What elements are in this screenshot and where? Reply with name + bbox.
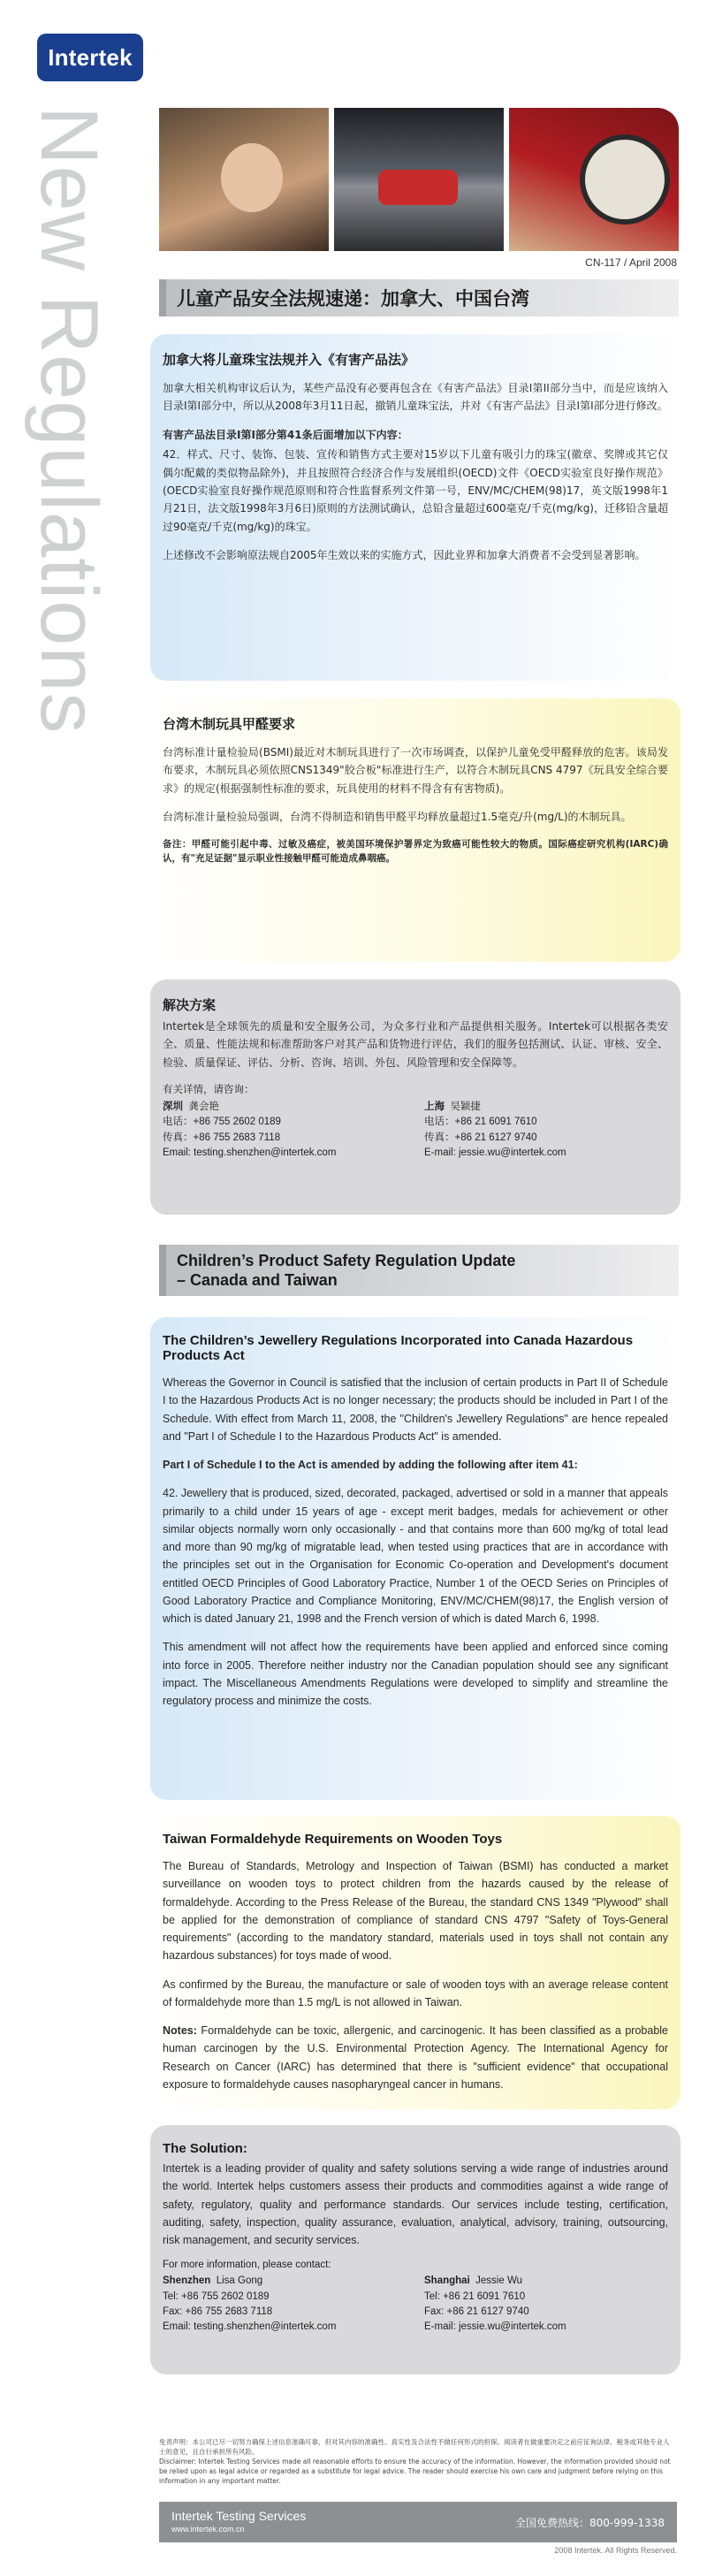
en-canada-amend-heading: Part I of Schedule I to the Act is amended by adding the following after item 41: bbox=[163, 1459, 578, 1471]
footer-brand bbox=[171, 2510, 306, 2534]
cn-solution-heading: 解决方案 bbox=[163, 997, 217, 1013]
en-contact-email[interactable]: Email: testing.shenzhen@intertek.com bbox=[163, 2321, 337, 2332]
en-title-line2: – Canada and Taiwan bbox=[177, 1271, 338, 1289]
cn-solution-p1: Intertek是全球领先的质量和安全服务公司，为众多行业和产品提供相关服务。Intertek可以根据各类安全、质量、性能法规和标准帮助客户对其产品和货物进行评估，我们的服务包括测试、认证、审核、安全、检验、质量保证、评估、分析、咨询、培训、外包、风险管理和安全保障等。 bbox=[163, 1020, 668, 1069]
cn-contact-fax: 传真：+86 21 6127 9740 bbox=[424, 1132, 537, 1143]
cn-taiwan-box bbox=[150, 698, 680, 962]
header-photo-strip bbox=[159, 108, 679, 251]
cn-contact-shenzhen bbox=[163, 1100, 407, 1161]
cn-contact-tel: 电话：+86 21 6091 7610 bbox=[424, 1117, 537, 1128]
en-taiwan-p2: As confirmed by the Bureau, the manufacture or sale of wooden toys with an average release content of formaldehyde more than 1.5 mg/L is not allowed in Taiwan. bbox=[163, 1978, 668, 2008]
intertek-logo: Intertek bbox=[37, 34, 143, 81]
vertical-title bbox=[24, 106, 117, 778]
en-contact-email[interactable]: E-mail: jessie.wu@intertek.com bbox=[424, 2321, 566, 2332]
en-contact-name: Lisa Gong bbox=[216, 2275, 263, 2287]
en-page-title bbox=[159, 1245, 679, 1296]
en-contact-city: Shenzhen bbox=[163, 2275, 211, 2287]
cn-taiwan-p1: 台湾标准计量检验局(BSMI)最近对木制玩具进行了一次市场调查，以保护儿童免受甲醛释放的危害。该局发布要求，木制玩具必须依照CNS1349"胶合板"标准进行生产，以符合木制玩具CNS 4797《玩具安全综合要求》的规定(根据强制性标准的要求，玩具使用的材料不得含有有害物质)。 bbox=[163, 746, 668, 795]
footer-bar bbox=[159, 2502, 677, 2542]
en-canada-p3: This amendment will not affect how the requirements have been applied and enforced since coming into force in 2005. Therefore neither industry nor the Canadian population should see any significant impact. The Miscellaneous Amendments Regulations were developed to simplify and streamline the regulatory process and minimize the costs. bbox=[163, 1641, 668, 1707]
cn-contacts bbox=[163, 1100, 668, 1161]
en-solution-heading: The Solution: bbox=[163, 2141, 247, 2156]
disclaimer bbox=[159, 2438, 672, 2486]
photo-toy-car bbox=[334, 108, 504, 251]
issue-number: CN-117 / April 2008 bbox=[585, 256, 677, 269]
cn-canada-p3: 上述修改不会影响原法规自2005年生效以来的实施方式，因此业界和加拿大消费者不会受到显著影响。 bbox=[163, 549, 646, 562]
en-contact-intro: For more information, please contact: bbox=[163, 2260, 331, 2271]
cn-contact-intro: 有关详情，请咨询： bbox=[163, 1085, 255, 1096]
en-taiwan-p1: The Bureau of Standards, Metrology and Inspection of Taiwan (BSMI) has conducted a market surveillance on wooden toys to protect children from the hazards caused by the release of formaldehyde. According to the Press Release of the Bureau, the standard CNS 1349 "Plywood" shall be applied for the demonstration of compliance of standard CNS 4797 "Safety of Toys-General requirements" (according to the mandatory standard, materials used in toys shall not contain any hazardous substances) for toys made of wood. bbox=[163, 1860, 668, 1962]
en-canada-p1: Whereas the Governor in Council is satisfied that the inclusion of certain products in Part II of Schedule I to the Hazardous Products Act is no longer necessary; the products should be included in Part I of the Schedule. With effect from March 11, 2008, the "Children's Jewellery Regulations" are hence repealed and "Part I of Schedule I to the Hazardous Products Act" is amended. bbox=[163, 1376, 668, 1443]
disclaimer-en: Disclaimer: Intertek Testing Services made all reasonable efforts to ensure the accuracy of the information. However, the information provided should not be relied upon as legal advice or regarded as a substitute for legal advice. The reader should exercise his own care and judgment before relying on this information in any important matter. bbox=[159, 2457, 671, 2485]
cn-canada-amend-heading: 有害产品法目录I第I部分第41条后面增加以下内容： bbox=[163, 428, 408, 441]
cn-contact-email[interactable]: Email: testing.shenzhen@intertek.com bbox=[163, 1147, 337, 1158]
en-contact-tel: Tel: +86 755 2602 0189 bbox=[163, 2290, 270, 2302]
en-contact-shenzhen bbox=[163, 2274, 407, 2335]
cn-contact-email[interactable]: E-mail: jessie.wu@intertek.com bbox=[424, 1147, 566, 1158]
en-canada-heading: The Children’s Jewellery Regulations Incorporated into Canada Hazardous Products Act bbox=[163, 1333, 634, 1363]
vertical-title-text: New Regulations bbox=[24, 106, 114, 735]
cn-canada-heading: 加拿大将儿童珠宝法规并入《有害产品法》 bbox=[163, 352, 415, 368]
cn-contact-city: 上海 bbox=[424, 1101, 445, 1113]
en-contact-fax: Fax: +86 755 2683 7118 bbox=[163, 2305, 273, 2317]
en-contact-fax: Fax: +86 21 6127 9740 bbox=[424, 2305, 529, 2317]
en-taiwan-note bbox=[163, 2022, 668, 2093]
cn-page-title: 儿童产品安全法规速递：加拿大、中国台湾 bbox=[159, 279, 679, 316]
disclaimer-cn: 免责声明：本公司已尽一切努力确保上述信息准确可靠，但对其内容的准确性、真实性及合法性不做任何形式的担保。阅读者在做重要决定之前应征询法律、税务或其他专业人士的意见，且自行承担所有风险。 bbox=[159, 2438, 670, 2456]
en-taiwan-note-text: Formaldehyde can be toxic, allergenic, and carcinogenic. It has been classified as a probable human carcinogen by the U.S. Environmental Protection Agency. The International Agency for Research on Cancer (IARC) has determined that there is "sufficient evidence" that occupational exposure to formaldehyde causes nasopharyngeal cancer in humans. bbox=[163, 2024, 668, 2091]
cn-contact-city: 深圳 bbox=[163, 1101, 183, 1113]
cn-canada-p1: 加拿大相关机构审议后认为，某些产品没有必要再包含在《有害产品法》目录I第II部分当中，而是应该纳入目录I第I部分中，所以从2008年3月11日起，撤销儿童珠宝法，并对《有害产品法》目录I第I部分进行修改。 bbox=[163, 382, 668, 413]
en-canada-item: 42. Jewellery that is produced, sized, decorated, packaged, advertised or sold in a manner that appeals primarily to a child under 15 years of age - except merit badges, medals for achievement or other similar objects normally worn only occasionally - and that contains more than 600 mg/kg of total lead and more than 90 mg/kg of migratable lead, when tested using practices that are in accordance with the principles set out in the Organisation for Economic Co-operation and Development's document entitled OECD Principles of Good Laboratory Practice, Number 1 of the OECD Series on Principles of Good Laboratory Practice and Compliance Monitoring, ENV/MC/CHEM(98)17, the English version of which is dated January 21, 1998 and the French version of which is dated March 6, 1998. bbox=[163, 1487, 668, 1625]
footer-brand-name: Intertek Testing Services bbox=[171, 2509, 307, 2524]
footer-hotline: 全国免费热线：800-999-1338 bbox=[514, 2516, 665, 2529]
en-solution-p1: Intertek is a leading provider of quality and safety solutions serving a wide range of industries around the world. Intertek helps customers assess their products and commodities against a wide range of safety, regulatory, quality and performance standards. Our services include testing, certification, auditing, safety, inspection, quality assurance, evaluation, analytical, advisory, training, outsourcing, risk management, and security services. bbox=[163, 2162, 668, 2246]
cn-taiwan-note: 备注：甲醛可能引起中毒、过敏及癌症，被美国环境保护署界定为致癌可能性较大的物质。国际癌症研究机构(IARC)确认，有"充足证据"显示职业性接触甲醛可能造成鼻咽癌。 bbox=[163, 838, 668, 864]
copyright: 2008 Intertek. All Rights Reserved. bbox=[554, 2546, 677, 2555]
cn-taiwan-heading: 台湾木制玩具甲醛要求 bbox=[163, 716, 296, 732]
en-canada-box bbox=[150, 1317, 680, 1800]
cn-contact-name: 龚会艳 bbox=[188, 1101, 219, 1113]
en-contact-tel: Tel: +86 21 6091 7610 bbox=[424, 2290, 526, 2302]
en-solution-box bbox=[150, 2125, 680, 2374]
footer-website[interactable]: www.intertek.com.cn bbox=[171, 2524, 245, 2534]
en-contacts bbox=[163, 2274, 668, 2335]
en-taiwan-note-label: Notes: bbox=[163, 2024, 197, 2037]
photo-teddy-bear bbox=[509, 108, 679, 251]
en-taiwan-box bbox=[150, 1816, 680, 2109]
cn-canada-box bbox=[150, 334, 680, 681]
en-title-line1: Children’s Product Safety Regulation Update bbox=[177, 1252, 516, 1270]
cn-contact-shanghai bbox=[424, 1100, 668, 1161]
en-contact-city: Shanghai bbox=[424, 2275, 470, 2287]
cn-taiwan-p2: 台湾标准计量检验局强调，台湾不得制造和销售甲醛平均释放量超过1.5毫克/升(mg/L)的木制玩具。 bbox=[163, 811, 632, 824]
cn-solution-box bbox=[150, 979, 680, 1215]
cn-contact-tel: 电话：+86 755 2602 0189 bbox=[163, 1117, 281, 1128]
cn-contact-name: 吴颖捷 bbox=[450, 1101, 481, 1113]
en-contact-shanghai bbox=[424, 2274, 668, 2335]
photo-child bbox=[159, 108, 329, 251]
cn-canada-item: 42．样式、尺寸、装饰、包装、宣传和销售方式主要对15岁以下儿童有吸引力的珠宝(徽章、奖牌或其它仅偶尔配戴的类似物品除外)，并且按照符合经济合作与发展组织(OECD)文件《OECD实验室良好操作规范》(OECD实验室良好操作规范原则和符合性监督系列文件第一号，ENV/MC/CHEM(98)17，英文版1998年1月21日，法文版1998年3月6日)原则的方法测试确认，总铅含量超过600毫克/千克(mg/kg)，迁移铅含量超过90毫克/千克(mg/kg)的珠宝。 bbox=[163, 448, 668, 533]
en-contact-name: Jessie Wu bbox=[475, 2275, 522, 2287]
cn-contact-fax: 传真：+86 755 2683 7118 bbox=[163, 1132, 281, 1143]
en-taiwan-heading: Taiwan Formaldehyde Requirements on Wooden Toys bbox=[163, 1832, 503, 1847]
